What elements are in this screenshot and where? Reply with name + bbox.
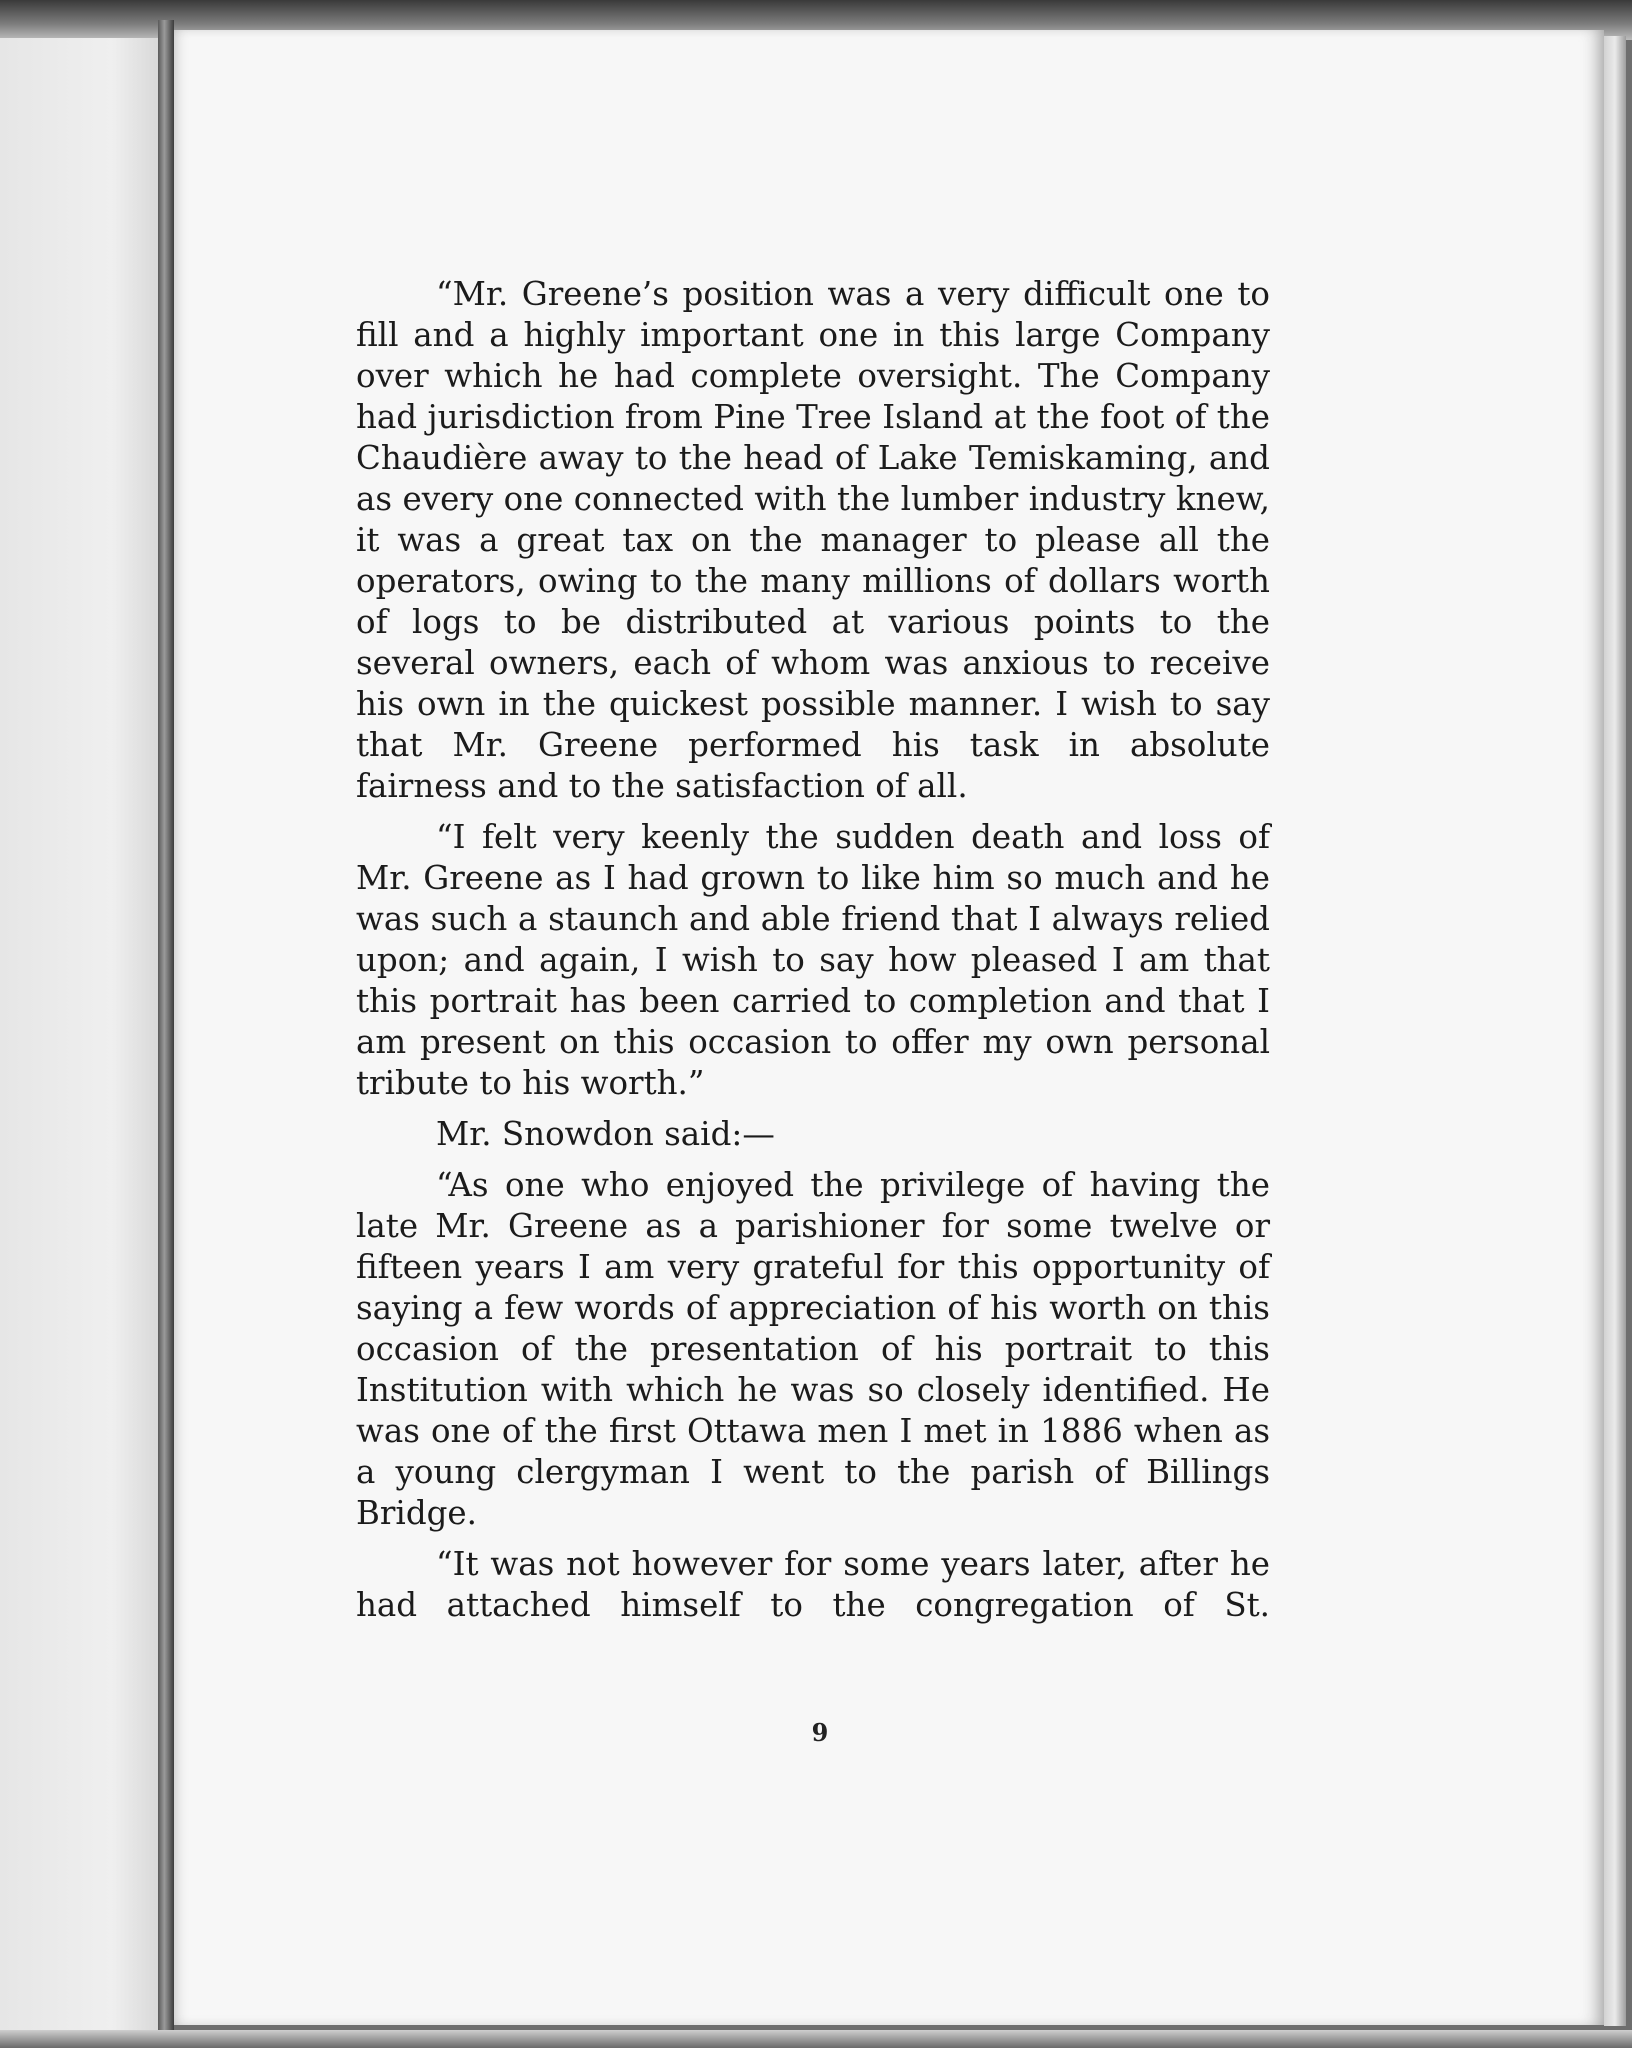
page-body-text — [356, 274, 1270, 1636]
page-right-edge — [1604, 36, 1626, 2026]
book-gutter — [158, 20, 174, 2040]
paragraph-years-later: “It was not however for some years later, after he had attached himself to the congregation of St. — [356, 1545, 1270, 1624]
facing-page — [0, 38, 160, 2030]
paragraph-greene-position: “Mr. Greene’s position was a very difficult one to fill and a highly important one in this large Company over which he had complete oversight. The Company had jurisdiction from Pine Tree Island at the foot of the Chaudière away to the head of Lake Temiskaming, and as every one connected with the lumber industry knew, it was a great tax on the manager to please all the operators, owing to the many millions of dollars worth of logs to be distributed at various points to the several owners, each of whom was anxious to receive his own in the quickest possible manner. I wish to say that Mr. Greene performed his task in absolute fairness and to the satisfaction of all. — [356, 275, 1270, 805]
paragraph-parishioner: “As one who enjoyed the privilege of having the late Mr. Greene as a parishioner for some twelve or fifteen years I am very grateful for this opportunity of saying a few words of appreciation of his worth on this occasion of the presentation of his portrait to this Institution with which he was so closely identified. He was one of the first Ottawa men I met in 1886 when as a young clergyman I went to the parish of Billings Bridge. — [356, 1166, 1270, 1532]
page-number: 9 — [811, 1718, 829, 1747]
scan-bottom-edge — [0, 2030, 1632, 2048]
paragraph-snowdon-said: Mr. Snowdon said:— — [436, 1115, 775, 1153]
paragraph-death-and-loss: “I felt very keenly the sudden death and loss of Mr. Greene as I had grown to like him so much and he was such a staunch and able friend that I always relied upon; and again, I wish to say how pleased I am that this portrait has been carried to completion and that I am present on this occasion to offer my own personal tribute to his worth.” — [356, 818, 1270, 1102]
